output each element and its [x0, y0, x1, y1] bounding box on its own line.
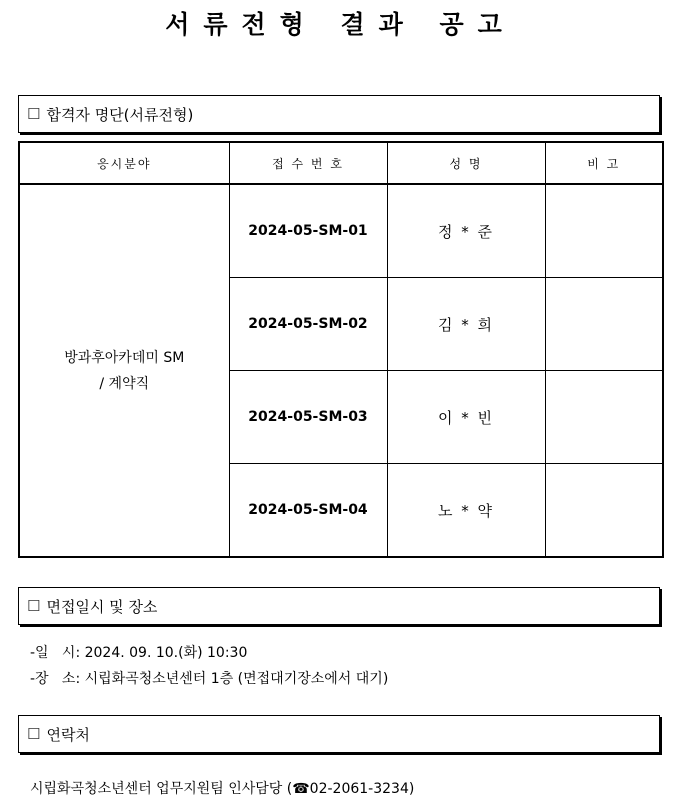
applicant-name: 노 * 약 [387, 464, 545, 558]
passers-table [18, 141, 664, 558]
field-line: / 계약직 [99, 375, 150, 392]
applicant-name: 김 * 희 [387, 278, 545, 371]
note-cell [545, 464, 663, 558]
contact-info: 시립화곡청소년센터 업무지원팀 인사담당 (☎02-2061-3234) [30, 781, 415, 797]
page-title: 서류전형 결과 공고 [165, 10, 516, 39]
note-cell [545, 278, 663, 371]
applicant-name: 이 * 빈 [387, 371, 545, 464]
column-header-field: 응시분야 [19, 142, 229, 184]
application-number: 2024-05-SM-01 [229, 184, 387, 278]
note-cell [545, 184, 663, 278]
application-number: 2024-05-SM-04 [229, 464, 387, 558]
field-line: 방과후아카데미 SM [64, 349, 185, 366]
table-row [19, 184, 663, 278]
section-header-interview [18, 587, 660, 625]
section-label: 면접일시 및 장소 [46, 597, 158, 616]
application-field-cell [19, 184, 229, 557]
column-header-number: 접 수 번 호 [229, 142, 387, 184]
checkbox-square-icon: ☐ [27, 105, 41, 123]
application-number: 2024-05-SM-02 [229, 278, 387, 371]
applicant-name: 정 * 준 [387, 184, 545, 278]
table-header-row [19, 142, 663, 184]
column-header-note: 비 고 [545, 142, 663, 184]
checkbox-square-icon: ☐ [27, 725, 41, 743]
application-number: 2024-05-SM-03 [229, 371, 387, 464]
interview-place: -장 소: 시립화곡청소년센터 1층 (면접대기장소에서 대기) [30, 671, 389, 687]
section-header-contact [18, 715, 660, 753]
section-label: 합격자 명단(서류전형) [46, 105, 194, 124]
note-cell [545, 371, 663, 464]
column-header-name: 성 명 [387, 142, 545, 184]
section-header-passers [18, 95, 660, 133]
section-label: 연락처 [46, 725, 90, 744]
checkbox-square-icon: ☐ [27, 597, 41, 615]
interview-date: -일 시: 2024. 09. 10.(화) 10:30 [30, 645, 248, 661]
